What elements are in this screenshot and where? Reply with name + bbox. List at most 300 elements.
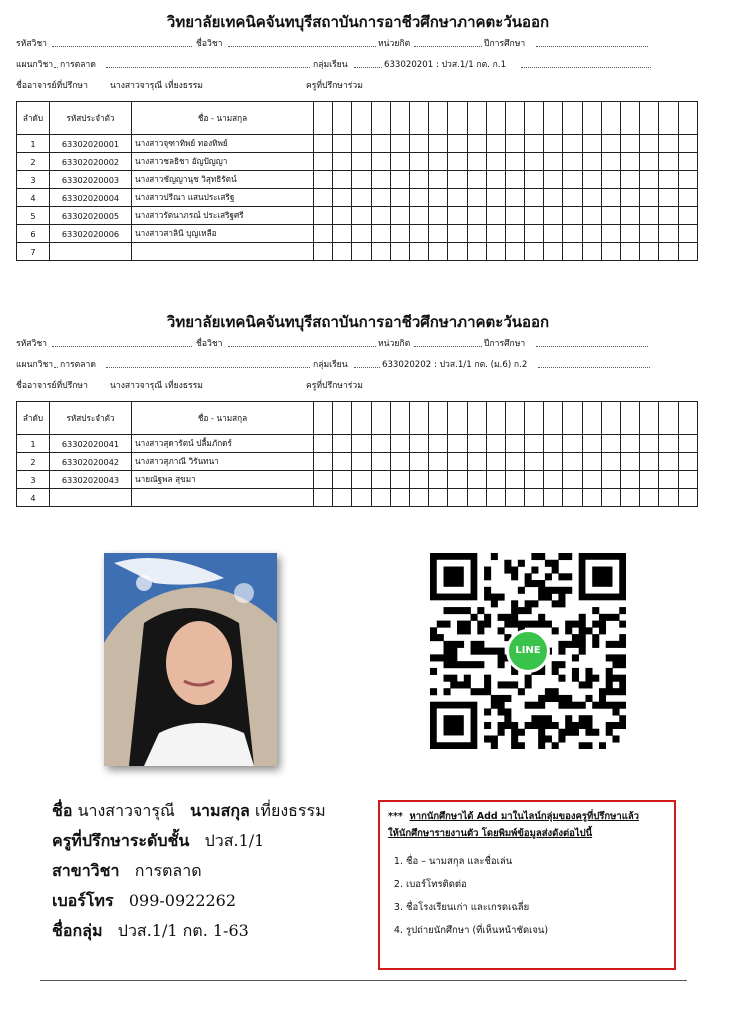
blank-cell	[601, 489, 620, 507]
blank-cell	[659, 225, 678, 243]
blank-cell	[333, 471, 352, 489]
notice-header: *** หากนักศึกษาได้ Add มาในไลน์กลุ่มของครูที่ปรึกษาแล้ว ให้นักศึกษารายงานตัว โดยพิมพ์ข้อมูลส่งดังต่อไปนี้	[388, 811, 639, 839]
blank-cell	[563, 135, 582, 153]
blank-cell	[467, 171, 486, 189]
blank-cell	[582, 402, 601, 435]
blank-cell	[486, 171, 505, 189]
blank-cell	[314, 435, 333, 453]
table-header	[17, 402, 698, 435]
blank-cell	[352, 207, 371, 225]
notice-item: 4. รูปถ่ายนักศึกษา (ที่เห็นหน้าชัดเจน)	[406, 919, 666, 942]
student-name	[132, 243, 314, 261]
blank-cell	[352, 471, 371, 489]
blank-cell	[544, 471, 563, 489]
blank-cell	[640, 435, 659, 453]
table-row	[17, 207, 698, 225]
blank-cell	[563, 225, 582, 243]
blank-cell	[505, 135, 524, 153]
student-id: 63302020002	[50, 153, 132, 171]
blank-cell	[409, 189, 428, 207]
blank-cell	[486, 207, 505, 225]
advisor-photo	[104, 553, 277, 766]
student-name: นางสาวสาลินี บุญเหลือ	[132, 225, 314, 243]
col-no-header: ลำดับ	[17, 402, 50, 435]
blank-cell	[582, 471, 601, 489]
blank-cell	[678, 171, 697, 189]
student-id: 63302020042	[50, 453, 132, 471]
student-id: 63302020041	[50, 435, 132, 453]
blank-cell	[371, 225, 390, 243]
blank-cell	[429, 102, 448, 135]
blank-cell	[563, 489, 582, 507]
blank-cell	[486, 402, 505, 435]
blank-cell	[314, 402, 333, 435]
blank-cell	[678, 153, 697, 171]
row-no: 6	[17, 225, 50, 243]
blank-cell	[659, 171, 678, 189]
blank-cell	[371, 102, 390, 135]
student-id: 63302020043	[50, 471, 132, 489]
student-id	[50, 489, 132, 507]
blank-cell	[640, 471, 659, 489]
student-name: นางสาวชัญญานุช วิสุทธิรัตน์	[132, 171, 314, 189]
blank-cell	[409, 225, 428, 243]
col-id-header: รหัสประจำตัว	[50, 402, 132, 435]
row-no: 5	[17, 207, 50, 225]
roster-section-1	[16, 10, 700, 261]
blank-cell	[601, 225, 620, 243]
blank-cell	[429, 225, 448, 243]
blank-cell	[525, 435, 544, 453]
blank-cell	[640, 489, 659, 507]
blank-cell	[640, 402, 659, 435]
blank-cell	[333, 225, 352, 243]
blank-cell	[314, 243, 333, 261]
table-row	[17, 189, 698, 207]
phone-row: เบอร์โทร 099-0922262	[52, 891, 237, 910]
row-no: 2	[17, 453, 50, 471]
blank-cell	[544, 225, 563, 243]
blank-cell	[448, 207, 467, 225]
blank-cell	[563, 402, 582, 435]
blank-cell	[621, 171, 640, 189]
blank-cell	[333, 243, 352, 261]
blank-cell	[390, 189, 409, 207]
student-name: นายณัฐพล สุขมา	[132, 471, 314, 489]
blank-cell	[659, 153, 678, 171]
col-id-header: รหัสประจำตัว	[50, 102, 132, 135]
dept-line: แผนกวิชา การตลาด กลุ่มเรียน 633020201 : ปวส.1/1 กต. ก.1	[16, 55, 700, 76]
blank-cell	[448, 471, 467, 489]
blank-cell	[525, 453, 544, 471]
advisor-contact	[52, 796, 326, 946]
blank-cell	[582, 135, 601, 153]
blank-cell	[390, 102, 409, 135]
table-row	[17, 153, 698, 171]
student-id: 63302020005	[50, 207, 132, 225]
blank-cell	[467, 435, 486, 453]
blank-cell	[409, 207, 428, 225]
blank-cell	[448, 243, 467, 261]
notice-item: 1. ชื่อ – นามสกุล และชื่อเล่น	[406, 850, 666, 873]
blank-cell	[678, 402, 697, 435]
blank-cell	[601, 102, 620, 135]
blank-cell	[371, 135, 390, 153]
blank-cell	[563, 243, 582, 261]
blank-cell	[640, 207, 659, 225]
blank-cell	[659, 402, 678, 435]
blank-cell	[601, 453, 620, 471]
table-row	[17, 435, 698, 453]
blank-cell	[352, 402, 371, 435]
course-line: รหัสวิชา ชื่อวิชา หน่วยกิต ปีการศึกษา	[16, 334, 700, 355]
blank-cell	[621, 243, 640, 261]
blank-cell	[352, 171, 371, 189]
table-row	[17, 471, 698, 489]
blank-cell	[582, 435, 601, 453]
roster-section-2	[16, 310, 700, 507]
blank-cell	[352, 135, 371, 153]
blank-cell	[544, 135, 563, 153]
blank-cell	[371, 435, 390, 453]
blank-cell	[486, 225, 505, 243]
blank-cell	[505, 225, 524, 243]
blank-cell	[390, 435, 409, 453]
student-id: 63302020001	[50, 135, 132, 153]
blank-cell	[505, 489, 524, 507]
blank-cell	[505, 402, 524, 435]
blank-cell	[505, 453, 524, 471]
blank-cell	[390, 471, 409, 489]
blank-cell	[621, 489, 640, 507]
blank-cell	[314, 225, 333, 243]
table-header	[17, 102, 698, 135]
blank-cell	[582, 489, 601, 507]
student-name: นางสาวชลธิชา อัญปัญญา	[132, 153, 314, 171]
blank-cell	[582, 189, 601, 207]
blank-cell	[352, 453, 371, 471]
blank-cell	[525, 471, 544, 489]
blank-cell	[333, 189, 352, 207]
blank-cell	[333, 207, 352, 225]
blank-cell	[352, 435, 371, 453]
blank-cell	[601, 435, 620, 453]
blank-cell	[467, 135, 486, 153]
blank-cell	[390, 243, 409, 261]
blank-cell	[352, 189, 371, 207]
line-logo-icon: LINE	[506, 629, 550, 673]
blank-cell	[486, 489, 505, 507]
blank-cell	[467, 225, 486, 243]
blank-cell	[621, 471, 640, 489]
student-table	[16, 101, 698, 261]
blank-cell	[371, 471, 390, 489]
blank-cell	[582, 243, 601, 261]
blank-cell	[601, 471, 620, 489]
blank-cell	[525, 243, 544, 261]
blank-cell	[333, 102, 352, 135]
blank-cell	[659, 135, 678, 153]
notice-box	[378, 800, 676, 970]
blank-cell	[467, 402, 486, 435]
blank-cell	[371, 453, 390, 471]
blank-cell	[371, 153, 390, 171]
table-row	[17, 171, 698, 189]
blank-cell	[409, 135, 428, 153]
blank-cell	[621, 402, 640, 435]
blank-cell	[678, 225, 697, 243]
blank-cell	[525, 153, 544, 171]
blank-cell	[409, 153, 428, 171]
table-row	[17, 225, 698, 243]
blank-cell	[563, 189, 582, 207]
blank-cell	[409, 489, 428, 507]
row-no: 4	[17, 489, 50, 507]
row-no: 3	[17, 171, 50, 189]
blank-cell	[525, 489, 544, 507]
blank-cell	[352, 102, 371, 135]
blank-cell	[314, 453, 333, 471]
major-row: สาขาวิชา การตลาด	[52, 861, 202, 880]
group-row: ชื่อกลุ่ม ปวส.1/1 กต. 1-63	[52, 921, 249, 940]
line-qr-code[interactable]	[430, 553, 626, 749]
student-name: นางสาวจุฑาทิพย์ ทองทิพย์	[132, 135, 314, 153]
blank-cell	[333, 453, 352, 471]
dept-line: แผนกวิชา การตลาด กลุ่มเรียน 633020202 : ปวส.1/1 กต. (ม.6) ก.2	[16, 355, 700, 376]
advisor-line: ชื่ออาจารย์ที่ปรึกษา นางสาวจารุณี เที่ยงธรรม ครูที่ปรึกษาร่วม	[16, 81, 363, 91]
blank-cell	[448, 189, 467, 207]
blank-cell	[582, 453, 601, 471]
blank-cell	[467, 453, 486, 471]
blank-cell	[582, 171, 601, 189]
blank-cell	[448, 435, 467, 453]
blank-cell	[352, 153, 371, 171]
student-name: นางสาวปรีณา แสนประเสริฐ	[132, 189, 314, 207]
blank-cell	[333, 489, 352, 507]
blank-cell	[371, 489, 390, 507]
blank-cell	[429, 435, 448, 453]
blank-cell	[448, 402, 467, 435]
blank-cell	[448, 102, 467, 135]
blank-cell	[314, 489, 333, 507]
blank-cell	[448, 153, 467, 171]
blank-cell	[429, 171, 448, 189]
row-no: 2	[17, 153, 50, 171]
blank-cell	[563, 453, 582, 471]
level-row: ครูที่ปรึกษาระดับชั้น ปวส.1/1	[52, 831, 265, 850]
blank-cell	[563, 171, 582, 189]
student-id	[50, 243, 132, 261]
student-id: 63302020004	[50, 189, 132, 207]
blank-cell	[486, 471, 505, 489]
blank-cell	[390, 135, 409, 153]
blank-cell	[333, 153, 352, 171]
blank-cell	[467, 153, 486, 171]
blank-cell	[448, 225, 467, 243]
blank-cell	[678, 471, 697, 489]
blank-cell	[486, 453, 505, 471]
blank-cell	[601, 189, 620, 207]
blank-cell	[486, 135, 505, 153]
row-no: 1	[17, 435, 50, 453]
blank-cell	[525, 402, 544, 435]
blank-cell	[390, 489, 409, 507]
blank-cell	[621, 102, 640, 135]
blank-cell	[467, 471, 486, 489]
blank-cell	[352, 489, 371, 507]
blank-cell	[333, 135, 352, 153]
blank-cell	[390, 207, 409, 225]
blank-cell	[640, 243, 659, 261]
blank-cell	[544, 453, 563, 471]
blank-cell	[505, 102, 524, 135]
blank-cell	[563, 471, 582, 489]
footer-divider	[40, 980, 687, 981]
blank-cell	[563, 207, 582, 225]
blank-cell	[505, 435, 524, 453]
blank-cell	[563, 153, 582, 171]
blank-cell	[314, 135, 333, 153]
blank-cell	[371, 402, 390, 435]
blank-cell	[448, 489, 467, 507]
blank-cell	[429, 453, 448, 471]
blank-cell	[333, 171, 352, 189]
blank-cell	[640, 171, 659, 189]
blank-cell	[371, 243, 390, 261]
blank-cell	[525, 135, 544, 153]
blank-cell	[486, 243, 505, 261]
college-title: วิทยาลัยเทคนิคจันทบุรีสถาบันการอาชีวศึกษาภาคตะวันออก	[166, 13, 550, 31]
blank-cell	[582, 153, 601, 171]
blank-cell	[429, 489, 448, 507]
blank-cell	[621, 435, 640, 453]
blank-cell	[640, 453, 659, 471]
blank-cell	[505, 171, 524, 189]
student-name: นางสาวสุภาณี วิรันทนา	[132, 453, 314, 471]
blank-cell	[678, 207, 697, 225]
blank-cell	[505, 207, 524, 225]
col-name-header: ชื่อ - นามสกุล	[132, 102, 314, 135]
blank-cell	[505, 471, 524, 489]
table-row	[17, 489, 698, 507]
blank-cell	[390, 171, 409, 189]
blank-cell	[659, 489, 678, 507]
name-row: ชื่อ นางสาวจารุณี นามสกุล เที่ยงธรรม	[52, 801, 326, 820]
blank-cell	[429, 243, 448, 261]
student-name: นางสาวสุดารัตน์ ปลื้มภักดร์	[132, 435, 314, 453]
blank-cell	[659, 243, 678, 261]
blank-cell	[448, 135, 467, 153]
col-no-header: ลำดับ	[17, 102, 50, 135]
notice-item: 3. ชื่อโรงเรียนเก่า และเกรดเฉลี่ย	[406, 896, 666, 919]
blank-cell	[544, 171, 563, 189]
blank-cell	[678, 453, 697, 471]
blank-cell	[544, 207, 563, 225]
blank-cell	[525, 207, 544, 225]
blank-cell	[409, 471, 428, 489]
blank-cell	[314, 153, 333, 171]
student-name	[132, 489, 314, 507]
blank-cell	[371, 207, 390, 225]
blank-cell	[678, 189, 697, 207]
blank-cell	[314, 189, 333, 207]
blank-cell	[467, 102, 486, 135]
row-no: 7	[17, 243, 50, 261]
blank-cell	[314, 207, 333, 225]
blank-cell	[314, 471, 333, 489]
table-row	[17, 453, 698, 471]
blank-cell	[390, 402, 409, 435]
blank-cell	[659, 435, 678, 453]
blank-cell	[429, 153, 448, 171]
blank-cell	[352, 243, 371, 261]
blank-cell	[486, 153, 505, 171]
blank-cell	[544, 435, 563, 453]
blank-cell	[678, 135, 697, 153]
blank-cell	[525, 225, 544, 243]
blank-cell	[505, 189, 524, 207]
blank-cell	[659, 189, 678, 207]
blank-cell	[314, 102, 333, 135]
blank-cell	[486, 435, 505, 453]
blank-cell	[486, 189, 505, 207]
blank-cell	[678, 489, 697, 507]
blank-cell	[390, 453, 409, 471]
blank-cell	[448, 453, 467, 471]
blank-cell	[640, 102, 659, 135]
blank-cell	[601, 243, 620, 261]
blank-cell	[429, 471, 448, 489]
blank-cell	[429, 207, 448, 225]
blank-cell	[409, 435, 428, 453]
course-line: รหัสวิชา ชื่อวิชา หน่วยกิต ปีการศึกษา	[16, 34, 700, 55]
blank-cell	[525, 189, 544, 207]
blank-cell	[563, 435, 582, 453]
blank-cell	[601, 402, 620, 435]
blank-cell	[659, 102, 678, 135]
blank-cell	[467, 189, 486, 207]
student-id: 63302020003	[50, 171, 132, 189]
blank-cell	[409, 243, 428, 261]
blank-cell	[621, 207, 640, 225]
blank-cell	[333, 402, 352, 435]
blank-cell	[621, 453, 640, 471]
row-no: 3	[17, 471, 50, 489]
blank-cell	[544, 243, 563, 261]
blank-cell	[678, 243, 697, 261]
blank-cell	[525, 171, 544, 189]
blank-cell	[352, 225, 371, 243]
blank-cell	[371, 171, 390, 189]
blank-cell	[601, 153, 620, 171]
blank-cell	[409, 102, 428, 135]
row-no: 1	[17, 135, 50, 153]
blank-cell	[409, 171, 428, 189]
blank-cell	[390, 225, 409, 243]
blank-cell	[409, 402, 428, 435]
table-row	[17, 135, 698, 153]
blank-cell	[621, 153, 640, 171]
blank-cell	[333, 435, 352, 453]
blank-cell	[601, 207, 620, 225]
notice-list	[388, 850, 666, 942]
blank-cell	[429, 135, 448, 153]
blank-cell	[467, 207, 486, 225]
blank-cell	[640, 135, 659, 153]
notice-item: 2. เบอร์โทรติดต่อ	[406, 873, 666, 896]
blank-cell	[544, 153, 563, 171]
table-row	[17, 243, 698, 261]
